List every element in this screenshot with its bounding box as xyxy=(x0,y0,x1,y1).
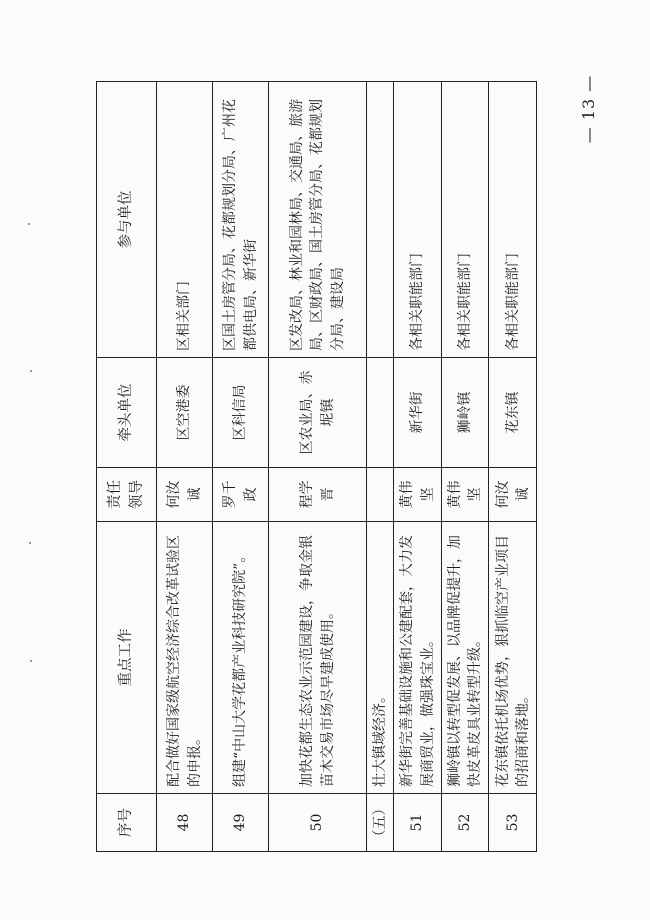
table-row xyxy=(394,82,442,852)
header-leader: 责任领导 xyxy=(97,468,157,522)
header-lead-unit: 牵头单位 xyxy=(97,358,157,468)
section-row xyxy=(367,82,394,852)
row-no: 50 xyxy=(269,794,367,852)
row-participants: 区发改局、林业和园林局、交通局、旅游局、区财政局、国土房管分局、花都规划分局、建设局 xyxy=(269,82,367,358)
header-work: 重点工作 xyxy=(97,522,157,794)
section-title: 壮大镇域经济。 xyxy=(367,522,394,794)
table-header-row xyxy=(97,82,157,852)
scan-speck xyxy=(30,370,32,372)
table-row xyxy=(269,82,367,852)
row-leader: 何汝诚 xyxy=(157,468,213,522)
row-lead-unit: 新华街 xyxy=(394,358,442,468)
empty-cell xyxy=(367,82,394,358)
table-row xyxy=(441,82,489,852)
row-leader: 程学晋 xyxy=(269,468,367,522)
row-leader: 罗千政 xyxy=(213,468,269,522)
work-table-container xyxy=(96,82,531,852)
row-participants: 区国土房管分局、花都规划分局、广州花都供电局、新华街 xyxy=(213,82,269,358)
row-no: 49 xyxy=(213,794,269,852)
row-work: 新华街完善基础设施和公建配套，大力发展商贸业，做强珠宝业。 xyxy=(394,522,442,794)
header-participants: 参与单位 xyxy=(97,82,157,358)
row-no: 52 xyxy=(441,794,489,852)
row-lead-unit: 花东镇 xyxy=(489,358,537,468)
row-lead-unit: 区空港委 xyxy=(157,358,213,468)
row-work: 配合做好国家级航空经济综合改革试验区的申报。 xyxy=(157,522,213,794)
table-row xyxy=(213,82,269,852)
scan-speck xyxy=(28,223,30,225)
row-lead-unit: 狮岭镇 xyxy=(441,358,489,468)
row-work: 加快花都生态农业示范园建设，争取金银苗木交易市场尽早建成使用。 xyxy=(269,522,367,794)
empty-cell xyxy=(367,358,394,468)
row-participants: 区相关部门 xyxy=(157,82,213,358)
row-work: 组建“中山大学花都产业科技研究院”。 xyxy=(213,522,269,794)
row-no: 48 xyxy=(157,794,213,852)
rotated-table xyxy=(96,82,531,852)
row-lead-unit: 区科信局 xyxy=(213,358,269,468)
row-participants: 各相关职能部门 xyxy=(441,82,489,358)
scan-speck xyxy=(30,660,32,662)
row-leader: 黄伟坚 xyxy=(441,468,489,522)
scan-speck xyxy=(29,542,31,544)
row-work: 狮岭镇以转型促发展、以品牌促提升，加快皮革皮具业转型升级。 xyxy=(441,522,489,794)
key-work-table xyxy=(96,81,537,852)
page-number: — 13 — xyxy=(578,74,598,144)
table-row xyxy=(489,82,537,852)
row-leader: 黄伟坚 xyxy=(394,468,442,522)
row-work: 花东镇依托机场优势，狠抓临空产业项目的招商和落地。 xyxy=(489,522,537,794)
row-leader: 何汝诚 xyxy=(489,468,537,522)
section-no: （五） xyxy=(367,794,394,852)
row-lead-unit: 区农业局、赤坭镇 xyxy=(269,358,367,468)
table-row xyxy=(157,82,213,852)
header-no: 序号 xyxy=(97,794,157,852)
row-no: 53 xyxy=(489,794,537,852)
row-no: 51 xyxy=(394,794,442,852)
row-participants: 各相关职能部门 xyxy=(394,82,442,358)
empty-cell xyxy=(367,468,394,522)
row-participants: 各相关职能部门 xyxy=(489,82,537,358)
